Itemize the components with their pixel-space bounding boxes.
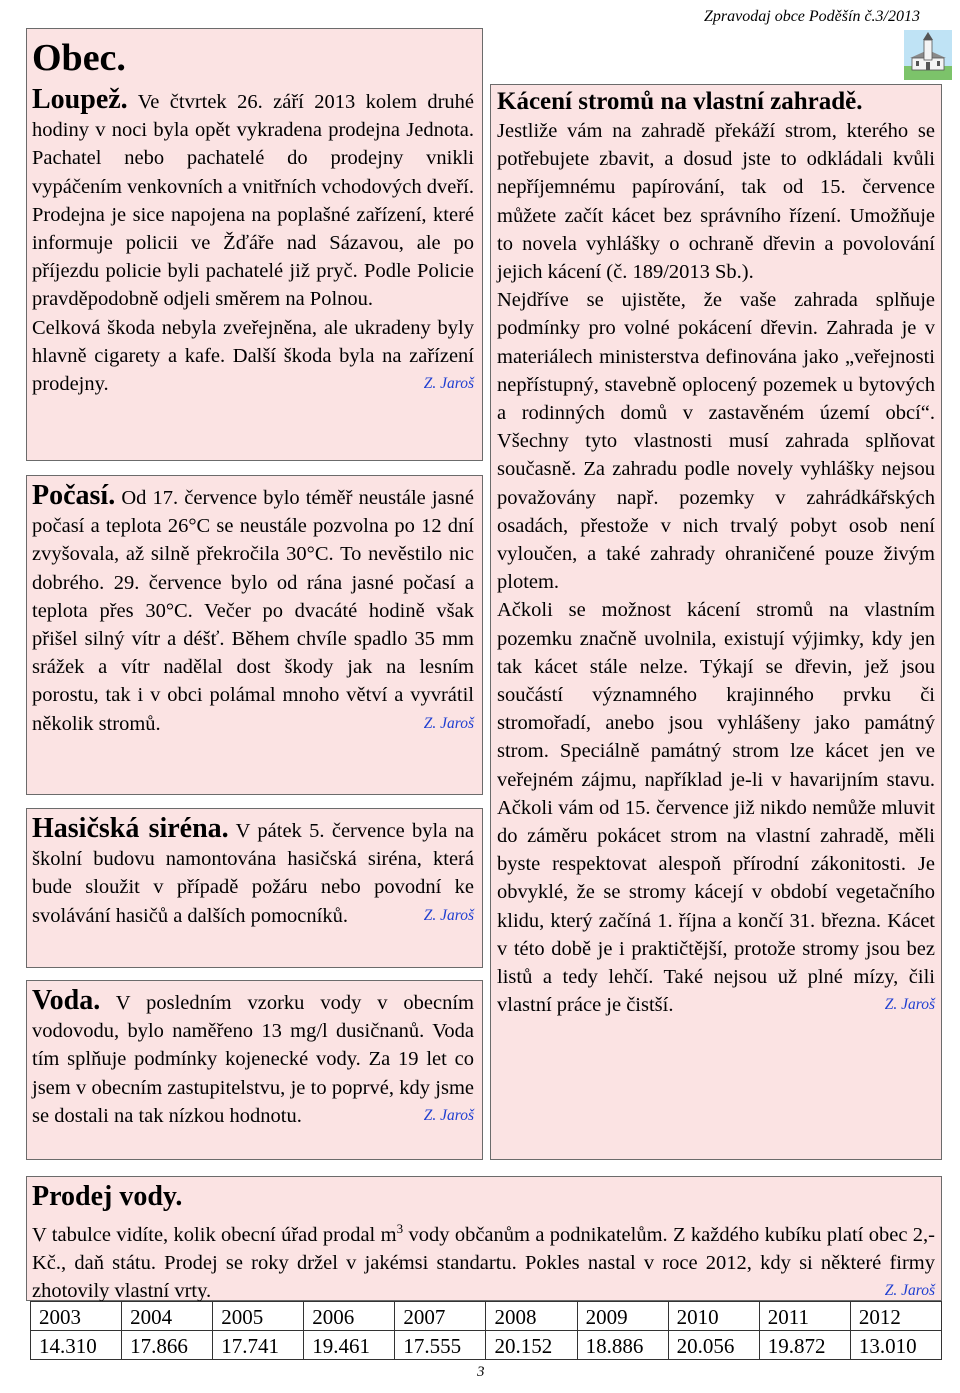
year-cell: 2011 — [759, 1302, 850, 1331]
section-loupez — [26, 28, 483, 461]
kaceni-heading: Kácení stromů na vlastní zahradě. — [497, 88, 863, 115]
table-row-values — [31, 1331, 942, 1360]
value-cell: 20.152 — [486, 1331, 577, 1360]
page-number: 3 — [477, 1364, 485, 1380]
section-voda — [26, 980, 483, 1160]
value-cell: 18.886 — [577, 1331, 668, 1360]
prodej-signature: Z. Jaroš — [884, 1282, 935, 1300]
value-cell: 13.010 — [850, 1331, 941, 1360]
pocasi-heading: Počasí. — [32, 480, 116, 511]
value-cell: 17.866 — [122, 1331, 213, 1360]
voda-text: V posledním vzorku vody v obecním vodovodu, bylo naměřeno 13 mg/l dusičnanů. Voda tím splňuje podmínky kojenecké vody. Za 19 let co jsem v obecním zastupitelstvu, je to poprvé, kdy jsme se dostali na tak nízkou hodnotu. — [32, 992, 474, 1127]
year-cell: 2008 — [486, 1302, 577, 1331]
year-cell: 2010 — [668, 1302, 759, 1331]
pocasi-signature: Z. Jaroš — [423, 714, 474, 732]
sirena-text: V pátek 5. července byla na školní budovu namontována hasičská siréna, která bude sloužit v případě požáru nebo povodní ke svolávání hasičů a dalších pomocníků. — [32, 820, 474, 927]
sirena-signature: Z. Jaroš — [423, 906, 474, 924]
year-cell: 2003 — [31, 1302, 122, 1331]
loupez-signature: Z. Jaroš — [423, 375, 474, 393]
church-icon — [904, 30, 952, 80]
kaceni-paragraph-2: Nejdříve se ujistěte, že vaše zahrada splňuje podmínky pro volné pokácení dřevin. Zahrada je v materiálech ministerstva definována jako „veřejnosti nepřístupný, stavebně oplocený pozemek u bytových a rodinných domů v zastavěném území obcí“. Všechny tyto vlastnosti musí zahrada splňovat současně. Za zahradu podle novely vyhlášky nejsou považovány např. pozemky v zahrádkářských osadách, přestože v nich trvalý pobyt osob není vyloučen, a také zahrady ohraničené pouze živým plotem. — [497, 289, 935, 594]
loupez-text: Ve čtvrtek 26. září 2013 kolem druhé hodiny v noci byla opět vykradena prodejna Jednota. Pachatel nebo pachatelé do prodejny vnikli vypáčením venkovních a vnitřních vchodových dveří. Prodejna je sice napojena na poplašné zařízení, které informuje policii ve Žďáře nad Sázavou, ale po příjezdu policie byli pachatelé již pryč. Podle Policie pravděpodobně odjeli směrem na Polnou. — [32, 91, 474, 311]
value-cell: 19.461 — [304, 1331, 395, 1360]
loupez-heading: Loupež. — [32, 84, 128, 115]
voda-signature: Z. Jaroš — [423, 1106, 474, 1124]
kaceni-paragraph-1: Jestliže vám na zahradě překáží strom, kterého se potřebujete zbavit, a dosud jste to odkládali kvůli nepříjemnému papírování, tak od 15. července můžete začít kácet bez správního řízení. Umožňuje to novela vyhlášky o ochraně dřevin a povolování jejich kácení (č. 189/2013 Sb.). — [497, 120, 935, 284]
sirena-heading: Hasičská siréna. — [32, 813, 229, 844]
value-cell: 20.056 — [668, 1331, 759, 1360]
page-title: Obec. — [32, 37, 126, 79]
year-cell: 2004 — [122, 1302, 213, 1331]
value-cell: 17.741 — [213, 1331, 304, 1360]
pocasi-text: Od 17. července bylo téměř neustále jasné počasí a teplota 26°C se neustále pozvolna po 12 dní zvyšovala, až silně překročila 30°C. To nevěstilo nic dobrého. 29. července bylo od rána jasné počasí a teplota přes 30°C. Večer po dvacáté hodině však přišel silný vítr a déšť. Během chvíle spadlo 35 mm srážek a vítr nadělal dost škody jak na lesním porostu, tak i v obci polámal mnoho větví a vyvrátil několik stromů. — [32, 487, 474, 735]
table-row-years — [31, 1302, 942, 1331]
kaceni-paragraph-3: Ačkoli se možnost kácení stromů na vlastním pozemku značně uvolnila, existují výjimky, kdy jen tak kácet stále nelze. Týkají se dřevin, jež jsou součástí významného krajinného prvku či stromořadí, anebo jsou vyhlášeny jako památný strom. Speciálně památný strom lze kácet jen ve veřejném zájmu, například je-li v havarijním stavu. Ačkoli vám od 15. července již nikdo nemůže mluvit do záměru pokácet strom na vlastní zahradě, měli byste respektovat alespoň přírodní zákonitosti. Je obvyklé, že se stromy kácejí v období vegetačního klidu, který začíná 1. října a končí 31. března. Kácet v této době je i praktičtější, protože stromy jsou bez listů a tedy lehčí. Také nejsou už plné mízy, čili vlastní práce je čistší. — [497, 599, 935, 1017]
kaceni-signature: Z. Jaroš — [884, 996, 935, 1014]
value-cell: 19.872 — [759, 1331, 850, 1360]
sales-table — [30, 1301, 942, 1360]
section-kaceni — [490, 84, 942, 1160]
loupez-text-2: Celková škoda nebyla zveřejněna, ale ukradeny byly hlavně cigarety a kafe. Další škoda byla na zařízení prodejny. — [32, 316, 474, 396]
year-cell: 2012 — [850, 1302, 941, 1331]
running-header: Zpravodaj obce Poděšín č.3/2013 — [704, 8, 920, 25]
prodej-superscript: 3 — [396, 1221, 404, 1236]
section-pocasi — [26, 475, 483, 795]
prodej-text-a: V tabulce vidíte, kolik obecní úřad prodal m — [32, 1223, 397, 1246]
year-cell: 2005 — [213, 1302, 304, 1331]
voda-heading: Voda. — [32, 985, 101, 1016]
section-sirena — [26, 808, 483, 968]
year-cell: 2007 — [395, 1302, 486, 1331]
year-cell: 2009 — [577, 1302, 668, 1331]
prodej-text-b: vody občanům a podnikatelům. Z každého kubíku platí obec 2,-Kč., daň státu. Prodej se roky držel v jakémsi standartu. Pokles nastal v roce 2012, kdy si některé firmy zhotovily vlastní vrty. — [32, 1223, 935, 1303]
value-cell: 17.555 — [395, 1331, 486, 1360]
year-cell: 2006 — [304, 1302, 395, 1331]
prodej-heading: Prodej vody. — [32, 1181, 183, 1212]
section-prodej — [26, 1176, 942, 1301]
value-cell: 14.310 — [31, 1331, 122, 1360]
